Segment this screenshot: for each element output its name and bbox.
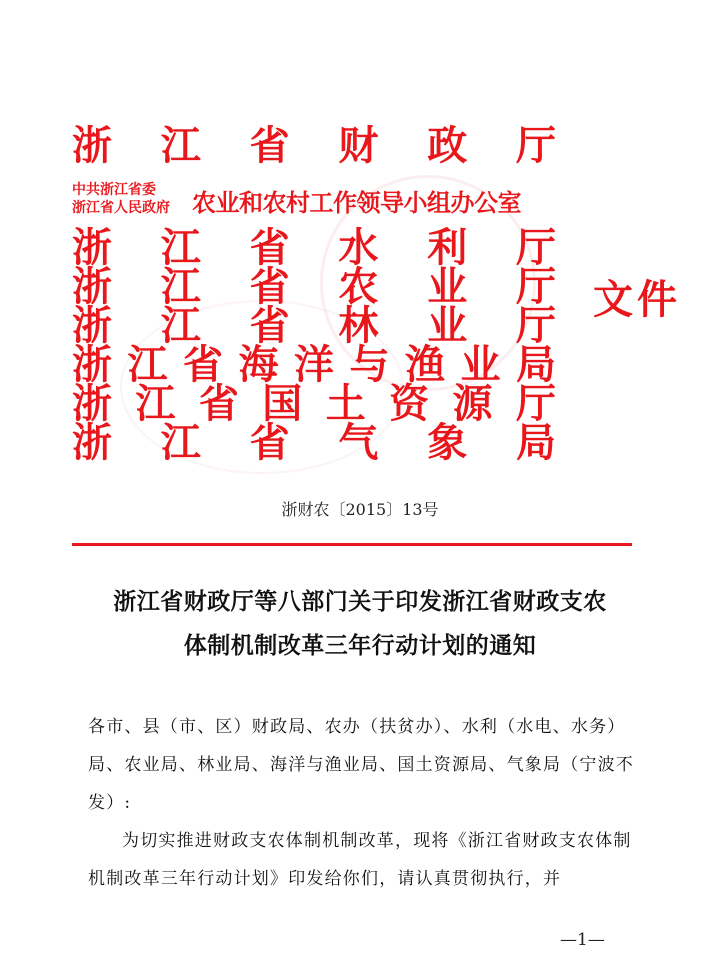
header-char: 省 [198,380,239,427]
addressee: 各市、县（市、区）财政局、农办（扶贫办）、水利（水电、水务）局、农业局、林业局、海洋与渔业局、国土资源局、气象局（宁波不发）: [88,717,634,813]
header-char: 厅 [515,224,556,271]
header-char: 局 [516,341,556,388]
header-char: 国 [262,380,303,427]
header-char: 海 [238,341,279,388]
header-char: 林 [338,302,379,349]
header-char: 厅 [515,263,556,310]
header-char: 业 [427,302,468,349]
header-char: 省 [249,419,290,466]
header-char: 江 [127,341,168,388]
header-char: 江 [135,380,176,427]
office-big-text: 农业和农村工作领导小组办公室 [192,188,521,217]
header-char: 厅 [515,302,556,349]
header-char: 江 [160,302,201,349]
header-char: 与 [349,341,390,388]
dept-water [72,226,556,270]
header-char: 业 [460,341,501,388]
header-char: 气 [338,419,379,466]
page-number: —1— [560,930,605,950]
document-number: 浙财农〔2015〕13号 [281,500,439,519]
header-char: 渔 [405,341,445,388]
header-char: 省 [249,302,290,349]
header-char: 利 [427,224,468,271]
dept-meteorology [72,421,556,465]
document-title [60,580,660,668]
header-char: 土 [325,380,366,427]
red-divider [72,543,632,546]
dept-finance [72,124,556,168]
header-char: 江 [160,263,201,310]
header-char: 省 [249,224,290,271]
title-line-2: 体制机制改革三年行动计划的通知 [183,632,537,659]
header-char: 业 [427,263,468,310]
header-char: 浙 [72,263,112,310]
header-char: 浙 [72,302,112,349]
header-char: 洋 [294,341,334,388]
document-suffix: 文件 [593,277,681,323]
header-char: 资 [389,380,430,427]
header-char: 浙 [72,341,112,388]
title-line-1: 浙江省财政厅等八部门关于印发浙江省财政支农 [113,588,607,615]
header-char: 浙 [72,122,112,169]
header-char: 省 [249,263,290,310]
header-char: 财 [338,122,379,169]
header-char: 浙 [72,419,112,466]
header-char: 浙 [72,224,112,271]
paragraph-1: 为切实推进财政支农体制机制改革，现将《浙江省财政支农体制机制改革三年行动计划》印发给你们，请认真贯彻执行，并 [88,831,632,889]
header-char: 局 [515,419,556,466]
header-char: 厅 [515,122,556,169]
office-small-text: 中共浙江省委 浙江省人民政府 [72,182,170,216]
header-char: 江 [160,224,201,271]
header-char: 源 [452,380,493,427]
dept-agriculture [72,265,556,309]
dept-agri-office [72,179,572,223]
header-char: 省 [183,341,223,388]
header-char: 象 [427,419,468,466]
body-text [88,708,640,898]
header-char: 江 [160,122,201,169]
dept-land [72,382,556,426]
header-char: 江 [160,419,201,466]
header-char: 厅 [515,380,556,427]
header-char: 水 [338,224,379,271]
header-char: 政 [427,122,468,169]
header-char: 浙 [72,380,112,427]
header-char: 农 [338,263,379,310]
header-char: 省 [249,122,290,169]
